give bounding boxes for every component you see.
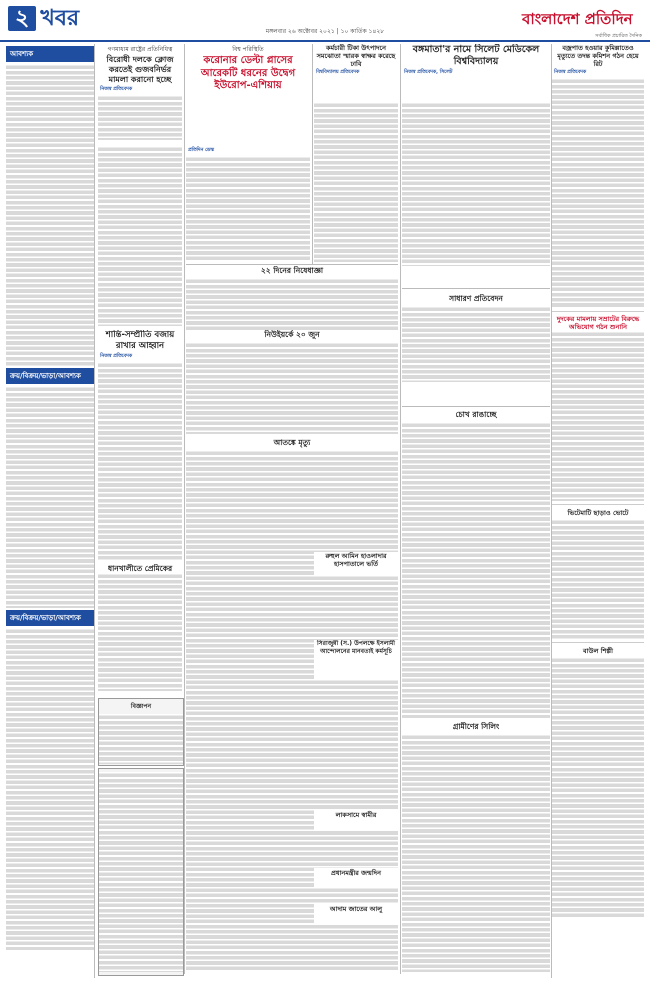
article-body (552, 78, 644, 308)
masthead (0, 0, 650, 42)
article-title: বঙ্গমাতা'র নামে সিলেট মেডিকেল বিশ্ববিদ্যালয় (412, 44, 540, 67)
ad-text (99, 714, 183, 764)
section-name: খবর (40, 6, 80, 31)
classified-text (6, 64, 94, 366)
article-body (552, 519, 644, 639)
brand-name: বাংলাদেশ প্রতিদিন (522, 10, 633, 28)
row-divider (402, 406, 550, 407)
article-grameen (402, 722, 550, 974)
classified-text (6, 628, 94, 950)
article-body (402, 422, 550, 718)
article-body (186, 278, 398, 330)
article-body (314, 102, 398, 262)
article-title: করোনার ডেল্টা প্লাসের আরেকটি ধরনের উদ্বেগ ইউরোপ-এশিয়ায় (200, 55, 296, 91)
article-byline: নিজস্ব প্রতিবেদক, সিলেট (404, 70, 453, 75)
column-divider (312, 44, 313, 264)
row-divider (402, 288, 550, 289)
article-title: কর্মচারী টিকা উৎপাদনে সমঝোতা স্মারক স্বাক্ষর করেছে ঢাবি (316, 44, 396, 68)
article-body (186, 156, 310, 260)
article-lover (98, 564, 182, 694)
article-byline: নিজস্ব প্রতিবেদক (100, 354, 133, 359)
article-title: শান্তি-সম্প্রীতি বজায় রাখার আহ্বান (105, 330, 175, 351)
article-corona-body (186, 146, 310, 262)
divider (552, 311, 644, 312)
classified-heading: ক্রয়/বিক্রয়/ভাড়া/আবশ্যক (6, 610, 94, 626)
classified-heading: আবশ্যক (6, 46, 94, 62)
article-du-vaccine (314, 44, 398, 100)
article-title: সাধারণ প্রতিবেদন (449, 294, 503, 303)
left-classified-column (6, 44, 95, 978)
article-title: দুদকের মামলায় সম্রাটের বিরুদ্ধে অভিযোগ গঠন শুনানি (556, 315, 640, 331)
article-title: রুহুল আমিন হাওলাদার হাসপাতালে ভর্তি (325, 552, 387, 568)
article-byline: প্রতিদিন ডেস্ক (188, 148, 214, 153)
article-eye (402, 410, 550, 720)
article-body (186, 342, 398, 434)
brand-logo (522, 8, 642, 39)
article-body (552, 657, 644, 917)
article-body (98, 573, 182, 691)
article-body-continued (98, 146, 182, 326)
article-title: আদাম জাতের আলু (329, 905, 383, 913)
article-title: প্রধানমন্ত্রীর জন্মদিন (331, 869, 381, 877)
divider (552, 504, 644, 505)
article-title: ২২ দিনের নিষেধাজ্ঞা (260, 266, 324, 275)
article-kicker: গণমাধ্যম রাষ্ট্রের প্রতিনিধিত্ব (107, 46, 173, 53)
ad-text (99, 772, 183, 972)
row-divider (186, 264, 398, 265)
article-title: নিউইয়র্কে ২০ জুন (264, 330, 320, 339)
article-byline: বিশ্ববিদ্যালয় প্রতিবেদক (316, 70, 360, 75)
divider (552, 642, 644, 643)
article-title: ভিটেমাটি ছাড়াও ভোটে (567, 509, 629, 517)
article-opposition (98, 44, 182, 144)
dateline: মঙ্গলবার ২৬ অক্টোবর ২০২১ | ১০ কার্তিক ১৪২৮ (265, 28, 385, 35)
article-corona (186, 44, 310, 144)
brand-tagline: সর্বাধিক প্রচারিত দৈনিক (595, 33, 642, 39)
article-byline: নিজস্ব প্রতিবেদক (554, 70, 587, 75)
article-laksam (314, 810, 398, 830)
article-peace (98, 330, 182, 560)
article-body (402, 102, 550, 266)
article-body (402, 734, 550, 972)
article-panic (186, 438, 398, 974)
advertisement-box (98, 698, 184, 766)
article-22-days (186, 266, 398, 330)
article-body (98, 362, 182, 560)
column-divider (400, 44, 401, 974)
article-potato (314, 904, 398, 924)
article-newyork (186, 330, 398, 434)
article-title: চোখ রাঙাচ্ছে (455, 410, 497, 419)
advertisement-box (98, 768, 184, 976)
classified-heading: ক্রয়/বিক্রয়/ভাড়া/আবশ্যক (6, 368, 94, 384)
article-ruhul-amin (314, 552, 398, 576)
page-number: ২ (8, 6, 36, 31)
article-body (402, 306, 550, 382)
article-title: বজ্রপাত হওয়ার কুমিল্লাতেও মৃত্যুতে তদন্ত কমিশন গঠন হেয়ে রিট (557, 44, 639, 68)
classified-text (6, 386, 94, 608)
article-byline: নিজস্ব প্রতিবেদক (100, 87, 133, 92)
article-pm-birthday (314, 868, 398, 888)
right-news-column (551, 44, 644, 978)
article-title: বাউল শিল্পী (583, 647, 613, 655)
article-title: সিরাজুন্নী (স.) উপলক্ষে ইসলামী আন্দোলনের মানবতাই কর্মসূচি (316, 640, 396, 655)
article-title: আতঙ্কে মৃত্যু (273, 438, 311, 447)
article-body (552, 331, 644, 501)
article-title: গ্রামীণের সিলিং (452, 722, 500, 731)
article-title: বিরোধী দলকে ক্লোজ করতেই গুজবনির্ভর মামলা করানো হচ্ছে (106, 55, 174, 84)
article-title: লাকসামে স্বামীর (335, 811, 377, 819)
article-body (98, 95, 182, 140)
article-medical-university (402, 44, 550, 100)
article-title: ধানখালীতে প্রেমিকের (107, 564, 173, 573)
article-body (186, 450, 398, 970)
column-divider (184, 44, 185, 974)
ad-title: বিজ্ঞাপন (130, 703, 152, 710)
article-general (402, 294, 550, 382)
article-seerat (314, 640, 398, 680)
article-kicker: বিশ্ব পরিস্থিতি (232, 46, 264, 53)
